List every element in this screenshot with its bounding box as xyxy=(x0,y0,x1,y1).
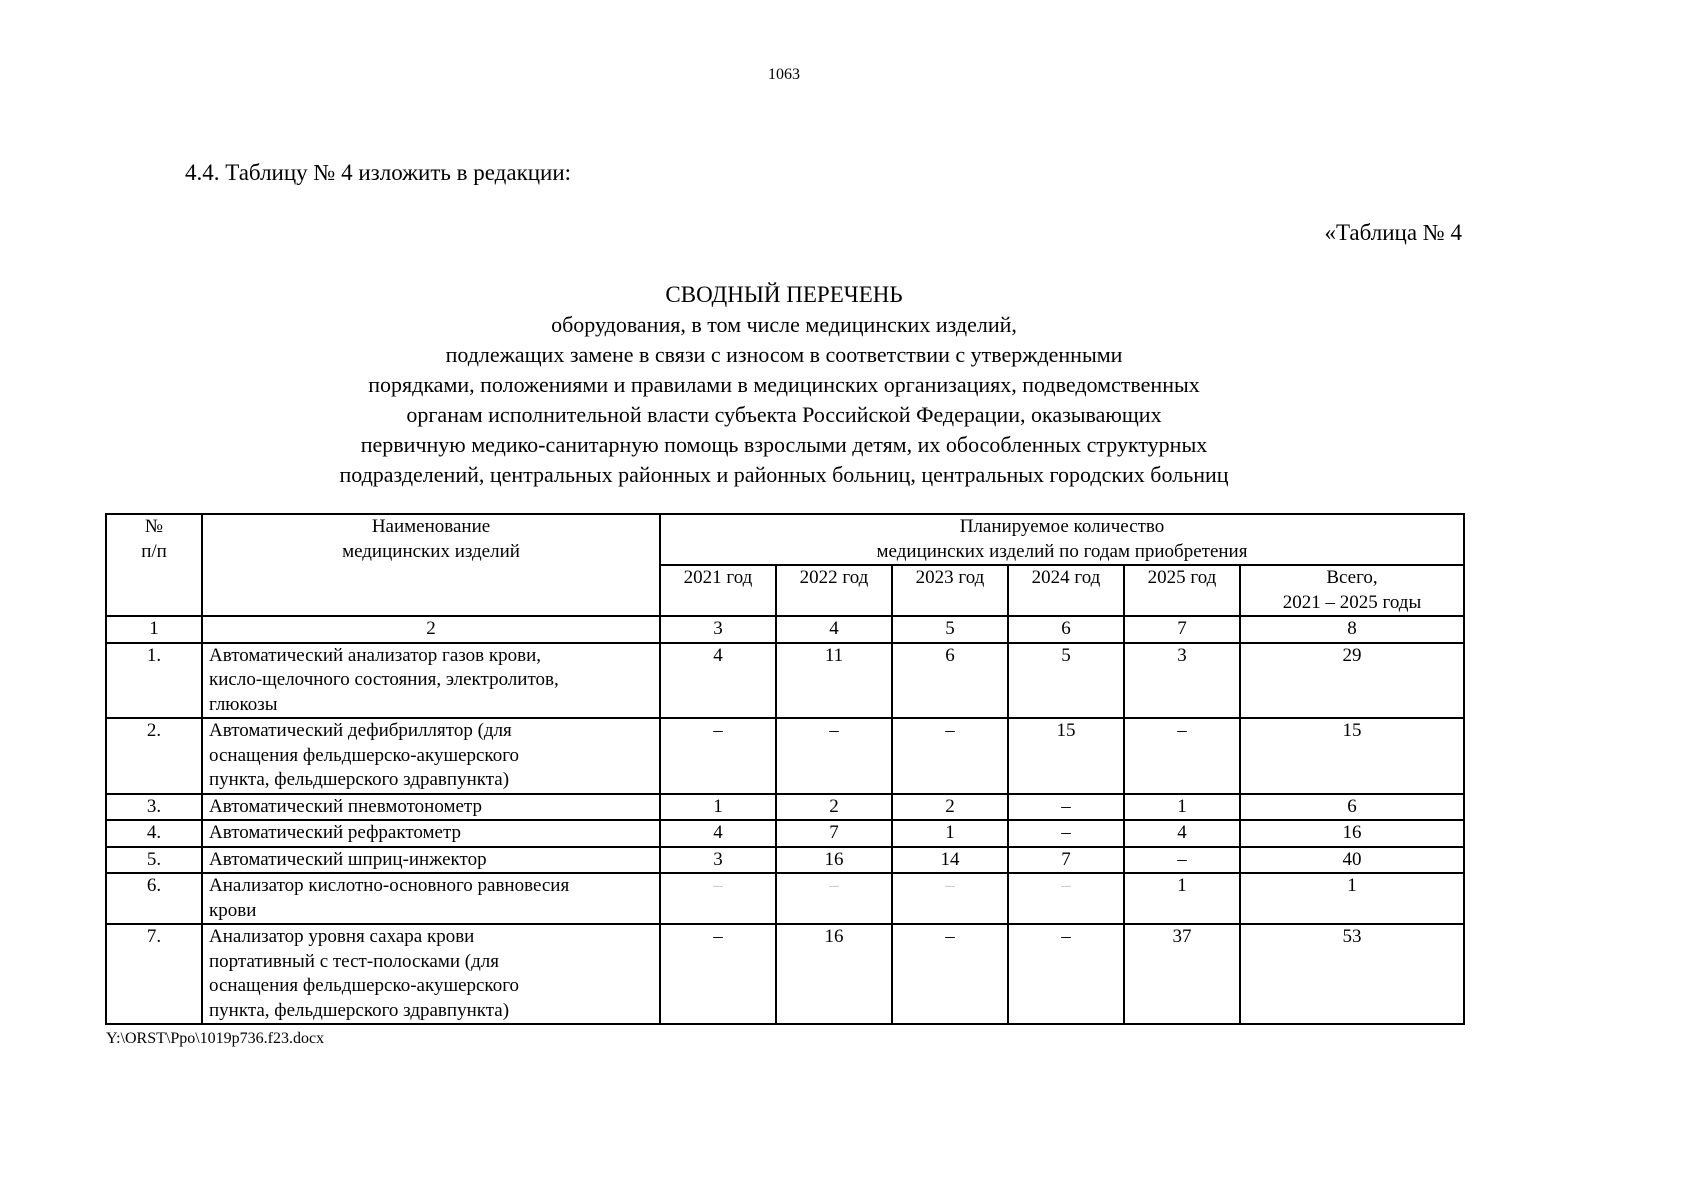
page-number: 1063 xyxy=(768,66,800,83)
device-name-line: оснащения фельдшерско-акушерского xyxy=(209,975,520,996)
device-name-line: Автоматический пневмотонометр xyxy=(209,795,482,817)
year-value: – xyxy=(776,718,892,794)
column-number: 4 xyxy=(776,616,892,643)
device-name-line: крови xyxy=(209,899,257,921)
column-number: 3 xyxy=(660,616,776,643)
device-name-line: Анализатор уровня сахара крови xyxy=(209,926,475,947)
title-line: СВОДНЫЙ ПЕРЕЧЕНЬ xyxy=(665,282,903,307)
year-value: – xyxy=(1124,718,1240,794)
year-value: – xyxy=(660,718,776,794)
device-name xyxy=(202,847,660,874)
header-year-2021: 2021 год xyxy=(660,565,776,616)
table-row xyxy=(106,820,1464,847)
year-value: 3 xyxy=(660,847,776,874)
year-value: 1 xyxy=(1124,873,1240,924)
row-number: 5. xyxy=(106,847,202,874)
device-name-line: Автоматический анализатор газов крови, xyxy=(209,644,541,666)
year-value: 1 xyxy=(1124,794,1240,821)
device-name-line: портативный с тест-полосками (для xyxy=(209,950,499,972)
year-value: 7 xyxy=(1008,847,1124,874)
device-name xyxy=(202,718,660,794)
total-value: 15 xyxy=(1240,718,1464,794)
total-value: 53 xyxy=(1240,924,1464,1024)
column-number: 6 xyxy=(1008,616,1124,643)
intro-paragraph: 4.4. Таблицу № 4 изложить в редакции: xyxy=(185,160,572,185)
file-path-footer: Y:\ORST\Ppo\1019p736.f23.docx xyxy=(106,1030,325,1047)
device-name-line: Автоматический дефибриллятор (для xyxy=(209,720,512,741)
device-name-line: Автоматический рефрактометр xyxy=(209,822,462,843)
device-name-line: пункта, фельдшерского здравпункта) xyxy=(209,999,510,1021)
row-number: 7. xyxy=(106,924,202,1024)
device-name-line: кисло-щелочного состояния, электролитов, xyxy=(209,669,559,690)
year-value: 4 xyxy=(660,820,776,847)
column-number: 8 xyxy=(1240,616,1464,643)
year-value: – xyxy=(892,873,1008,924)
total-value: 6 xyxy=(1240,794,1464,821)
column-number: 7 xyxy=(1124,616,1240,643)
header-number: № п/п xyxy=(106,514,202,616)
year-value: 16 xyxy=(776,847,892,874)
row-number: 2. xyxy=(106,718,202,794)
device-name-line: пункта, фельдшерского здравпункта) xyxy=(209,769,510,790)
title-line: порядками, положениями и правилами в медицинских организациях, подведомственных xyxy=(368,372,1200,397)
table-row xyxy=(106,718,1464,794)
year-value: 37 xyxy=(1124,924,1240,1024)
year-value: 3 xyxy=(1124,643,1240,719)
total-value: 29 xyxy=(1240,643,1464,719)
total-value: 40 xyxy=(1240,847,1464,874)
year-value: 2 xyxy=(776,794,892,821)
table-row xyxy=(106,794,1464,821)
year-value: 1 xyxy=(660,794,776,821)
total-value: 1 xyxy=(1240,873,1464,924)
device-name xyxy=(202,924,660,1024)
document-title xyxy=(100,280,1468,490)
device-name-line: Автоматический шприц-инжектор xyxy=(209,848,487,870)
table-row xyxy=(106,643,1464,719)
header-year-2025: 2025 год xyxy=(1124,565,1240,616)
year-value: 1 xyxy=(892,820,1008,847)
year-value: – xyxy=(1008,924,1124,1024)
year-value: 4 xyxy=(1124,820,1240,847)
year-value: – xyxy=(892,924,1008,1024)
title-line: подразделений, центральных районных и районных больниц, центральных городских больниц xyxy=(339,462,1229,487)
title-line: органам исполнительной власти субъекта Российской Федерации, оказывающих xyxy=(406,402,1162,427)
table-row xyxy=(106,847,1464,874)
title-line: первичную медико-санитарную помощь взрослыми детям, их обособленных структурных xyxy=(360,432,1208,457)
column-number: 2 xyxy=(202,616,660,643)
year-value: – xyxy=(1124,847,1240,874)
year-value: – xyxy=(1008,873,1124,924)
year-value: – xyxy=(776,873,892,924)
year-value: 2 xyxy=(892,794,1008,821)
year-value: 7 xyxy=(776,820,892,847)
header-year-2023: 2023 год xyxy=(892,565,1008,616)
header-total: Всего, 2021 – 2025 годы xyxy=(1240,565,1464,616)
table-label: «Таблица № 4 xyxy=(1324,220,1462,245)
year-value: – xyxy=(1008,820,1124,847)
year-value: 4 xyxy=(660,643,776,719)
row-number: 1. xyxy=(106,643,202,719)
device-name xyxy=(202,643,660,719)
device-name-line: Анализатор кислотно-основного равновесия xyxy=(209,875,570,896)
equipment-table xyxy=(105,513,1465,1025)
header-name: Наименование медицинских изделий xyxy=(202,514,660,616)
year-value: 16 xyxy=(776,924,892,1024)
year-value: – xyxy=(892,718,1008,794)
row-number: 4. xyxy=(106,820,202,847)
year-value: – xyxy=(1008,794,1124,821)
table-row xyxy=(106,873,1464,924)
column-number-row xyxy=(106,616,1464,643)
column-number: 1 xyxy=(106,616,202,643)
year-value: – xyxy=(660,924,776,1024)
device-name-line: оснащения фельдшерско-акушерского xyxy=(209,744,520,766)
device-name-line: глюкозы xyxy=(209,693,278,715)
device-name xyxy=(202,873,660,924)
device-name xyxy=(202,820,660,847)
header-year-2024: 2024 год xyxy=(1008,565,1124,616)
row-number: 3. xyxy=(106,794,202,821)
year-value: – xyxy=(660,873,776,924)
title-line: оборудования, в том числе медицинских изделий, xyxy=(551,312,1017,337)
device-name xyxy=(202,794,660,821)
title-line: подлежащих замене в связи с износом в соответствии с утвержденными xyxy=(445,342,1123,367)
year-value: 5 xyxy=(1008,643,1124,719)
table-row xyxy=(106,924,1464,1024)
row-number: 6. xyxy=(106,873,202,924)
header-year-2022: 2022 год xyxy=(776,565,892,616)
year-value: 14 xyxy=(892,847,1008,874)
year-value: 15 xyxy=(1008,718,1124,794)
year-value: 11 xyxy=(776,643,892,719)
total-value: 16 xyxy=(1240,820,1464,847)
header-planned-quantity: Планируемое количество медицинских изделий по годам приобретения xyxy=(660,514,1464,565)
column-number: 5 xyxy=(892,616,1008,643)
year-value: 6 xyxy=(892,643,1008,719)
